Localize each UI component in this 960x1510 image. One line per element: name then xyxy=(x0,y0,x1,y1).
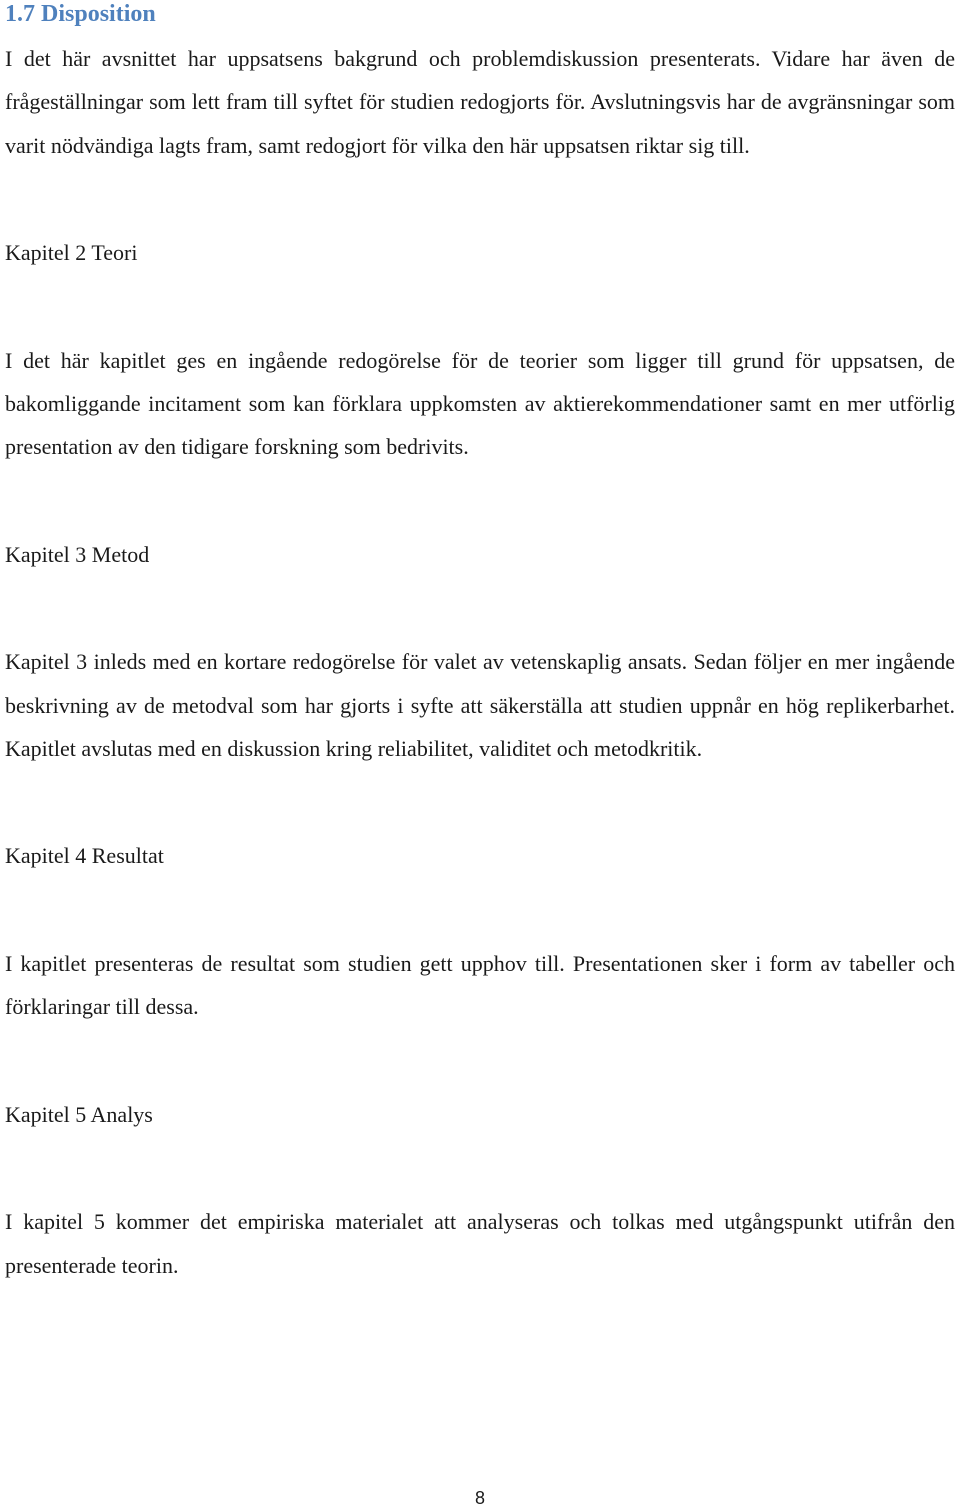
intro-paragraph: I det här avsnittet har uppsatsens bakgrund och problemdiskussion presenterats. Vidare har även de frågeställningar som lett fram till syftet för studien redogjorts för. Avslutningsvis har de avgränsningar som varit nödvändiga lagts fram, samt redogjort för vilka den här uppsatsen riktar sig till. xyxy=(5,46,955,158)
chapter-4-text: I kapitlet presenteras de resultat som studien gett upphov till. Presentationen sker i form av tabeller och förklaringar till dessa. xyxy=(5,950,955,1020)
chapter-2-text: I det här kapitlet ges en ingående redogörelse för de teorier som ligger till grund för uppsatsen, de bakomliggande incitament som kan förklara uppkomsten av aktierekommendationer samt en mer utförlig presentation av den tidigare forskning som bedrivits. xyxy=(5,347,955,460)
page-number: 8 xyxy=(474,1488,485,1508)
chapter-4-title: Kapitel 4 Resultat xyxy=(5,843,164,869)
section-heading: 1.7 Disposition xyxy=(5,1,156,27)
chapter-3-text: Kapitel 3 inleds med en kortare redogörelse för valet av vetenskaplig ansats. Sedan följer en mer ingående beskrivning av de metodval som har gjorts i syfte att säkerställa att studien uppnår en hög replikerbarhet. Kapitlet avslutas med en diskussion kring reliabilitet, validitet och metodkritik. xyxy=(5,649,955,762)
chapter-2-title: Kapitel 2 Teori xyxy=(5,240,138,266)
chapter-5-text: I kapitel 5 kommer det empiriska materialet att analyseras och tolkas med utgångspunkt utifrån den presenterade teorin. xyxy=(5,1209,955,1278)
chapter-5-title: Kapitel 5 Analys xyxy=(5,1101,153,1127)
chapter-3-title: Kapitel 3 Metod xyxy=(5,541,150,567)
document-page xyxy=(5,0,955,1287)
